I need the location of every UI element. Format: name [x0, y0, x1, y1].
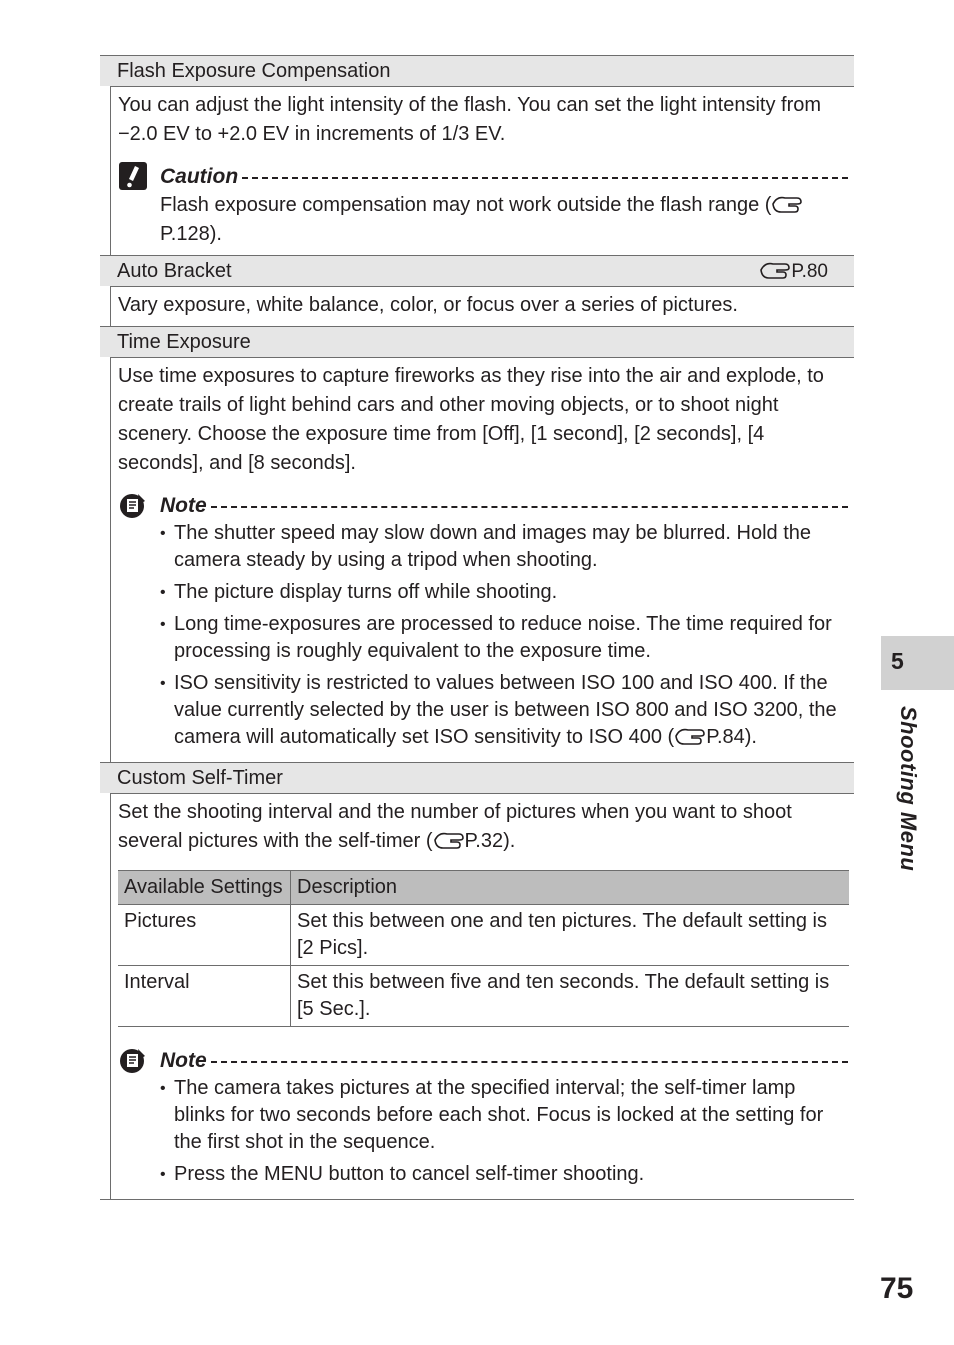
section-text: Vary exposure, white balance, color, or focus over a series of pictures. [118, 294, 738, 316]
page-reference-icon [433, 830, 465, 850]
auto-bracket-ref[interactable]: P.80 [759, 256, 828, 287]
section-header-flash-exposure-compensation [100, 55, 854, 86]
note-title: Note [160, 1048, 207, 1072]
note-callout [118, 490, 848, 751]
section-body-flash [110, 86, 854, 255]
column-header: Available Settings [118, 871, 291, 905]
list-item: • The shutter speed may slow down and images may be blurred. Hold the camera steady by using a tripod when shooting. [160, 520, 848, 574]
table-row [118, 966, 849, 1027]
chapter-number: 5 [891, 648, 904, 674]
section-title: Custom Self-Timer [117, 767, 283, 789]
note-divider [211, 506, 848, 508]
note-bullets [160, 1075, 848, 1188]
section-title: Flash Exposure Compensation [117, 60, 391, 82]
section-body-timer [110, 793, 854, 1199]
section-title: Auto Bracket [117, 260, 232, 282]
caution-text: Flash exposure compensation may not work outside the flash range (P.128). [160, 191, 848, 249]
note-icon [118, 1045, 148, 1075]
section-bottom-rule [100, 1199, 854, 1200]
caution-title: Caution [160, 164, 239, 188]
note-title: Note [160, 493, 207, 517]
section-header-custom-self-timer [100, 762, 854, 793]
list-item: • Long time-exposures are processed to reduce noise. The time required for processing is roughly equivalent to the exposure time. [160, 611, 848, 665]
section-body-time [110, 357, 854, 762]
section-header-time-exposure [100, 326, 854, 357]
caution-divider [242, 177, 848, 179]
setting-cell: Pictures [118, 905, 291, 966]
section-header-auto-bracket [100, 255, 854, 286]
list-item: • ISO sensitivity is restricted to values between ISO 100 and ISO 400. If the value currently selected by the user is between ISO 800 and ISO 3200, the camera will automatically set ISO sensitivity to ISO 400 ( P.84). [160, 670, 848, 751]
page-reference-icon [759, 259, 791, 279]
page-number: 75 [880, 1272, 914, 1305]
iso-ref[interactable]: P.84 [706, 726, 745, 748]
list-item: • Press the MENU button to cancel self-timer shooting. [160, 1161, 848, 1188]
note-bullets [160, 520, 848, 751]
page-reference-icon [771, 194, 803, 214]
table-header-row [118, 871, 849, 905]
column-header: Description [291, 871, 850, 905]
chapter-tab [881, 636, 954, 690]
note-icon [118, 490, 148, 520]
setting-cell: Interval [118, 966, 291, 1027]
page-reference-icon [674, 726, 706, 746]
caution-callout [118, 161, 848, 249]
self-timer-settings-table [118, 870, 849, 1027]
list-item: • The camera takes pictures at the specified interval; the self-timer lamp blinks for two seconds before each shot. Focus is locked at the setting for the first shot in the sequence. [160, 1075, 848, 1156]
section-text: Set the shooting interval and the number of pictures when you want to shoot several pictures with the self-timer ( P.32). [118, 801, 792, 852]
table-row [118, 905, 849, 966]
list-item: • The picture display turns off while shooting. [160, 579, 848, 606]
caution-icon [118, 161, 148, 191]
description-cell: Set this between five and ten seconds. The default setting is [5 Sec.]. [291, 966, 850, 1027]
section-title: Time Exposure [117, 331, 251, 353]
manual-page [100, 55, 854, 1200]
caution-ref[interactable]: P.128 [160, 223, 210, 245]
self-timer-ref[interactable]: P.32 [464, 830, 504, 852]
chapter-label: Shooting Menu [896, 706, 921, 872]
note-divider [211, 1061, 848, 1063]
section-text: Use time exposures to capture fireworks as they rise into the air and explode, to create trails of light behind cars and other moving objects, or to shoot night scenery. Choose the exposure time from [Off], [1 second], [2 seconds], [4 seconds], and [8 seconds]. [118, 365, 824, 474]
section-text: You can adjust the light intensity of the flash. You can set the light intensity from −2.0 EV to +2.0 EV in increments of 1/3 EV. [118, 94, 822, 145]
description-cell: Set this between one and ten pictures. The default setting is [2 Pics]. [291, 905, 850, 966]
section-body-bracket [110, 286, 854, 326]
note-callout [118, 1045, 848, 1188]
